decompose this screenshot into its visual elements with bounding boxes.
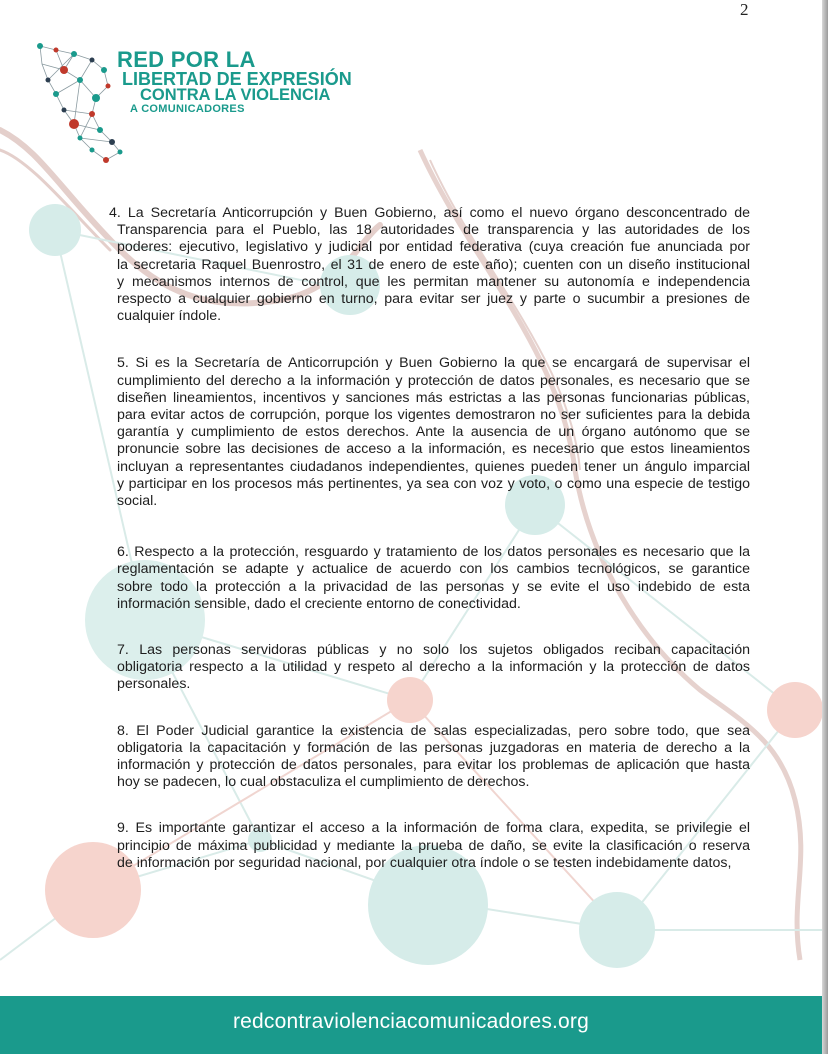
list-item-5	[117, 355, 750, 510]
page-edge-shadow	[822, 0, 828, 1054]
footer-bar	[0, 996, 822, 1054]
text-line: y participar en los procesos más pertinentes, ya sea con voz y voto, o como una especie de testigo	[117, 475, 750, 492]
text-line: garantía y cumplimiento de estos derechos. Ante la ausencia de un órgano autónomo que se	[117, 424, 750, 441]
list-item-7	[117, 642, 750, 694]
logo-line-2: LIBERTAD DE EXPRESIÓN	[122, 68, 352, 89]
list-item-6	[117, 544, 750, 613]
list-item-9	[117, 820, 750, 872]
page-number: 2	[740, 0, 749, 19]
text-line: 6. Respecto a la protección, resguardo y tratamiento de los datos personales es necesario que la	[117, 544, 750, 561]
text-line: información sensible, dado el creciente entorno de conectividad.	[117, 595, 521, 612]
text-line: de información por seguridad nacional, por cualquier otra índole o se testen indebidamente datos,	[117, 854, 732, 871]
list-item-4	[109, 205, 750, 325]
text-line: Transparencia para el Pueblo, las 18 autoridades de transparencia y las autoridades de los	[117, 222, 750, 239]
logo-line-4: A COMUNICADORES	[130, 102, 245, 115]
text-line: 5. Si es la Secretaría de Anticorrupción y Buen Gobierno la que se encargará de supervisar el	[117, 355, 750, 372]
text-line: obligatoria la capacitación y formación de las personas juzgadoras en materia de derecho a la	[117, 739, 750, 756]
text-line: personales.	[117, 676, 191, 693]
text-line: incluyan a representantes ciudadanos independientes, quienes pueden tener un ángulo imparcial	[117, 458, 750, 475]
text-line: y mecanismos internos de control, que les permitan mantener su autonomía e independencia	[117, 273, 750, 290]
logo-line-3: CONTRA LA VIOLENCIA	[140, 85, 331, 104]
text-line: poderes: ejecutivo, legislativo y judicial por entidad federativa (cuya creación fue anunciada por	[117, 239, 750, 256]
document-body	[109, 205, 750, 872]
list-item-8	[117, 723, 750, 792]
text-line: social.	[117, 493, 158, 510]
text-line: cualquier índole.	[117, 308, 222, 325]
text-line: obligatoria respecto a la utilidad y respeto al derecho a la información y la protección de datos	[117, 659, 750, 676]
organization-logo-text	[92, 47, 352, 115]
logo-line-1: RED POR LA	[117, 47, 256, 72]
text-line: respecto a cualquier gobierno en turno, para evitar ser juez y parte o sucumbir a presiones de	[117, 291, 750, 308]
text-line: 8. El Poder Judicial garantice la existencia de salas especializadas, pero sobre todo, que sea	[117, 722, 750, 739]
text-line: pronuncie sobre las decisiones de acceso a la información, es necesario que estos lineamientos	[117, 441, 750, 458]
text-line: para evitar actos de corrupción, porque los vigentes demostraron no ser suficientes para la debida	[117, 407, 750, 424]
text-line: hoy se padecen, lo cual obstaculiza el cumplimiento de derechos.	[117, 774, 530, 791]
text-line: diseñen lineamientos, incentivos y sanciones más estrictas a las personas funcionarias públicas,	[117, 389, 750, 406]
text-line: 4. La Secretaría Anticorrupción y Buen Gobierno, así como el nuevo órgano desconcentrado de	[109, 205, 750, 221]
text-line: reglamentación se adapte y actualice de acuerdo con los cambios tecnológicos, se garantice	[117, 561, 750, 578]
footer-website-link[interactable]: redcontraviolenciacomunicadores.org	[232, 1010, 590, 1033]
text-line: 9. Es importante garantizar el acceso a la información de forma clara, expedita, se privilegie el	[117, 820, 750, 837]
text-line: la secretaria Raquel Buenrostro, el 31 de enero de este año); cuenten con un diseño institucional	[117, 256, 750, 273]
text-line: sobre todo la protección a la privacidad de las personas y se evite el uso indebido de esta	[117, 578, 750, 595]
text-line: información y protección de datos personales, para evitar los problemas de aplicación que hasta	[117, 757, 750, 774]
text-line: cumplimiento del derecho a la información y protección de datos personales, es necesario que se	[117, 372, 750, 389]
text-line: 7. Las personas servidoras públicas y no solo los sujetos obligados reciban capacitación	[117, 642, 750, 659]
text-line: principio de máxima publicidad y mediante la prueba de daño, se evite la clasificación o reserva	[117, 837, 750, 854]
